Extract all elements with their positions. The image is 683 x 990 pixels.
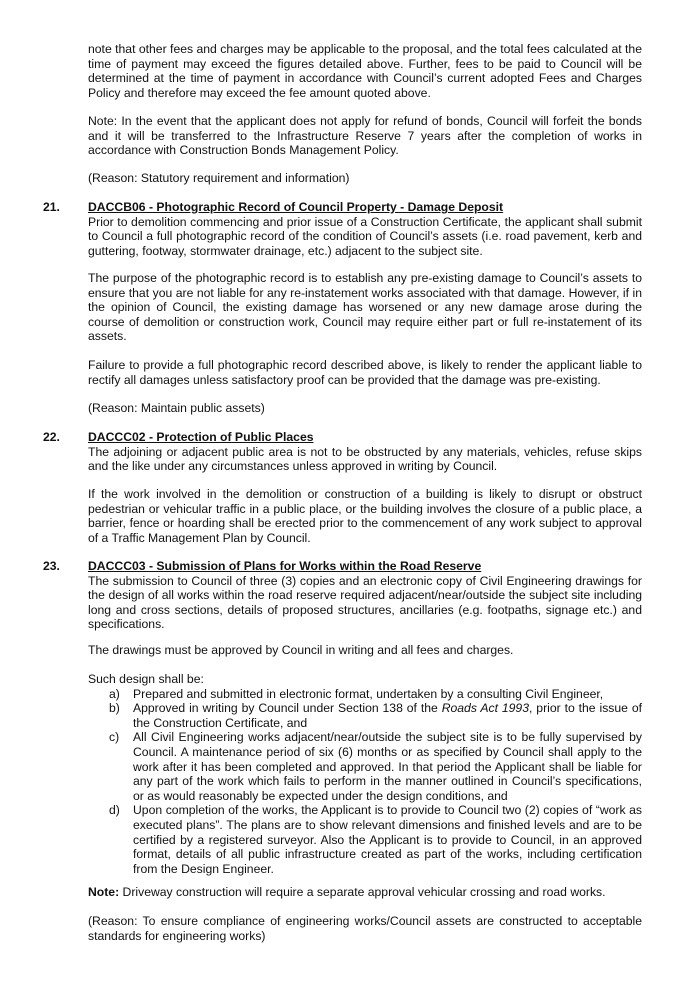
condition-23-block-2 <box>88 643 642 658</box>
list-item <box>88 687 642 702</box>
condition-22 <box>88 430 642 474</box>
condition-23-reason-block <box>88 914 642 943</box>
intro-paragraph-bonds-note: Note: In the event that the applicant does not apply for refund of bonds, Council will forfeit the bonds and it will be transferred to the Infrastructure Reserve 7 years after the completion of works in accordance with Construction Bonds Management Policy. <box>88 114 642 158</box>
list-item-text-continued: , prior to the issue of the Construction Certificate, and <box>133 701 643 730</box>
condition-21-block-4 <box>88 401 642 416</box>
condition-21-block-2 <box>88 271 642 344</box>
list-marker: a) <box>109 686 120 701</box>
condition-23-heading: DACCC03 - Submission of Plans for Works within the Road Reserve <box>88 559 482 573</box>
condition-23-design-intro: Such design shall be: <box>88 672 204 686</box>
intro-paragraph-fees: note that other fees and charges may be applicable to the proposal, and the total fees calculated at the time of payment may exceed the figures detailed above. Further, fees to be paid to Council will be determined at the time of payment in accordance with Council’s current adopted Fees and Charges Policy and therefore may exceed the fee amount quoted above. <box>88 42 642 100</box>
list-item-text: All Civil Engineering works adjacent/near/outside the subject site is to be fully supervised by Council. A maintenance period of six (6) months or as specified by Council shall apply to the work after it has been completed and approved. In that period the Applicant shall be liable for any part of the work which fails to perform in the manner outlined in Council’s specifications, or as would reasonably be expected under the design conditions, and <box>133 730 642 803</box>
list-marker: d) <box>109 803 120 818</box>
list-item-text: Prepared and submitted in electronic format, undertaken by a consulting Civil Engineer, <box>133 686 604 701</box>
condition-23 <box>88 559 642 632</box>
condition-21-paragraph-1: Prior to demolition commencing and prior issue of a Construction Certificate, the applicant shall submit to Council a full photographic record of the condition of Council’s assets (i.e. road pavement, kerb and guttering, footway, stormwater drainage, etc.) adjacent to the subject site. <box>88 214 642 258</box>
list-item <box>88 803 642 876</box>
list-item <box>88 730 642 803</box>
condition-23-reason: (Reason: To ensure compliance of engineering works/Council assets are constructed to acceptable standards for engineering works) <box>88 914 642 943</box>
condition-23-paragraph-1: The submission to Council of three (3) copies and an electronic copy of Civil Engineering drawings for the design of all works within the road reserve required adjacent/near/outside the subject site including long and cross sections, details of proposed structures, ancillaries (e.g. footpaths, signage etc.) and specifications. <box>88 573 642 632</box>
list-marker: b) <box>109 701 120 716</box>
condition-21-heading: DACCB06 - Photographic Record of Council Property - Damage Deposit <box>88 200 504 214</box>
condition-23-design-list <box>88 672 642 876</box>
condition-22-number: 22. <box>43 430 60 444</box>
condition-22-paragraph-1: The adjoining or adjacent public area is not to be obstructed by any materials, vehicles, refuse skips and the like under any circumstances unless approved in writing by Council. <box>88 444 642 474</box>
list-item <box>88 701 642 730</box>
condition-21-reason: (Reason: Maintain public assets) <box>88 401 265 415</box>
list-item-text: Approved in writing by Council under Section 138 of the <box>133 701 442 716</box>
intro-reason-block <box>88 171 642 186</box>
intro-section <box>88 42 642 100</box>
condition-23-number: 23. <box>43 559 60 573</box>
condition-21-block-3 <box>88 358 642 387</box>
act-title: Roads Act 1993 <box>441 701 529 716</box>
condition-21-number: 21. <box>43 200 60 214</box>
condition-23-note <box>88 885 642 900</box>
condition-22-paragraph-2: If the work involved in the demolition or construction of a building is likely to disrupt or obstruct pedestrian or vehicular traffic in a public place, or the building involves the closure of a public place, a barrier, fence or hoarding shall be erected prior to the commencement of any work subject to approval of a Traffic Management Plan by Council. <box>88 487 642 545</box>
condition-21-paragraph-3: Failure to provide a full photographic record described above, is likely to render the applicant liable to rectify all damages unless satisfactory proof can be provided that the damage was pre-existing. <box>88 358 642 387</box>
note-label: Note: <box>88 885 120 899</box>
design-requirements-list <box>88 687 642 877</box>
condition-23-paragraph-2: The drawings must be approved by Council in writing and all fees and charges. <box>88 643 514 657</box>
condition-22-heading: DACCC02 - Protection of Public Places <box>88 430 314 444</box>
condition-21-paragraph-2: The purpose of the photographic record is to establish any pre-existing damage to Council’s assets to ensure that you are not liable for any re-instatement works associated with that damage. However, if in the opinion of Council, the existing damage has worsened or any new damage arose during the course of demolition or construction work, Council may require either part or full re-instatement of its assets. <box>88 271 642 344</box>
condition-23-note-block <box>88 885 642 900</box>
intro-note-block <box>88 114 642 158</box>
note-text: Driveway construction will require a separate approval vehicular crossing and road works. <box>119 885 606 899</box>
condition-21 <box>88 200 642 258</box>
condition-22-block-2 <box>88 487 642 545</box>
list-marker: c) <box>109 730 120 745</box>
intro-reason: (Reason: Statutory requirement and information) <box>88 171 350 185</box>
list-item-text: Upon completion of the works, the Applicant is to provide to Council two (2) copies of “work as executed plans”. The plans are to show relevant dimensions and finished levels and are to be certified by a registered surveyor. Also the Applicant is to provide to Council, in an approved format, details of all public infrastructure created as part of the works, including certification from the Design Engineer. <box>133 803 642 876</box>
